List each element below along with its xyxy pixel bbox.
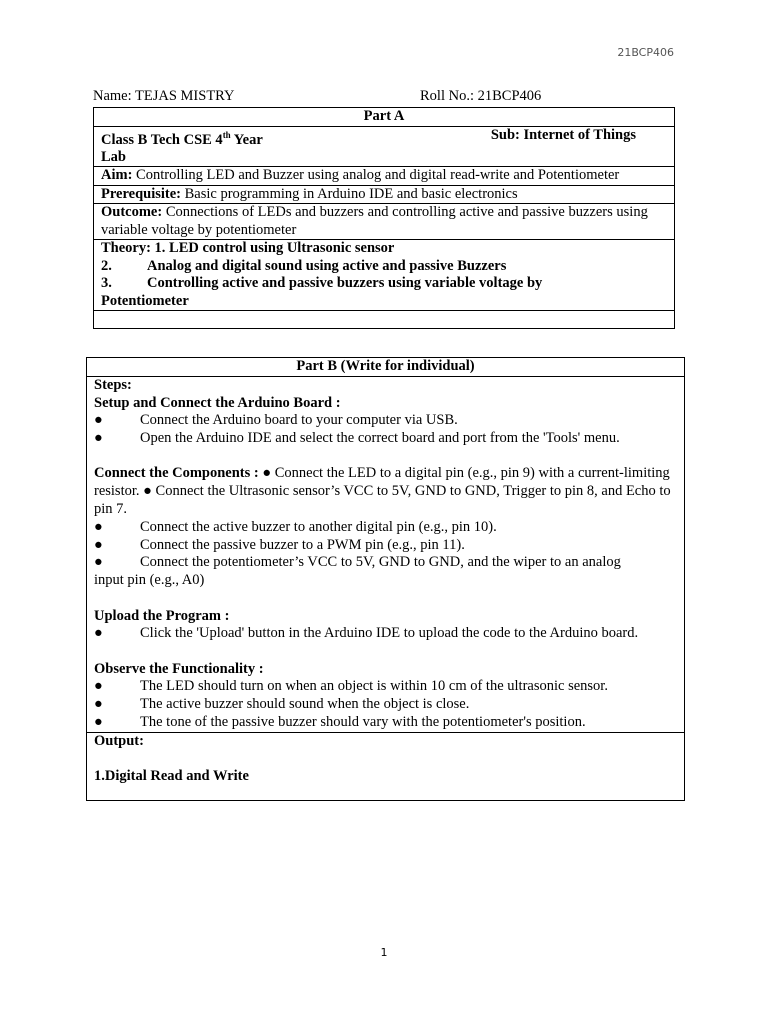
setup-heading: Setup and Connect the Arduino Board : bbox=[94, 394, 341, 411]
steps-cell bbox=[87, 376, 685, 732]
outcome-label: Outcome: bbox=[101, 204, 163, 221]
header-roll-code: 21BCP406 bbox=[617, 46, 674, 59]
observe-heading: Observe the Functionality : bbox=[94, 660, 264, 677]
output-cell bbox=[87, 732, 685, 800]
part-a-title: Part A bbox=[94, 108, 675, 127]
prereq-label: Prerequisite: bbox=[101, 185, 181, 202]
class-label: Class B Tech CSE 4th Year bbox=[101, 129, 263, 148]
theory-cell bbox=[94, 240, 675, 311]
list-item: ● Connect the potentiometer’s VCC to 5V, GND to GND, and the wiper to an analog bbox=[94, 554, 621, 571]
outcome-text: Connections of LEDs and buzzers and controlling active and passive buzzers using variable voltage by potentiometer bbox=[101, 204, 648, 238]
theory-line-1: Theory: 1. LED control using Ultrasonic sensor bbox=[101, 240, 395, 257]
student-info-line bbox=[93, 88, 683, 106]
aim-label: Aim: bbox=[101, 167, 133, 184]
aim-cell bbox=[94, 167, 675, 186]
list-item: ● The LED should turn on when an object is within 10 cm of the ultrasonic sensor. bbox=[94, 678, 608, 695]
output-heading: Output: bbox=[94, 732, 144, 749]
part-a-table bbox=[93, 107, 675, 329]
prereq-text: Basic programming in Arduino IDE and basic electronics bbox=[181, 185, 518, 202]
prereq-cell bbox=[94, 185, 675, 204]
list-item: ● Connect the active buzzer to another digital pin (e.g., pin 10). bbox=[94, 518, 497, 535]
roll-number: Roll No.: 21BCP406 bbox=[420, 88, 542, 104]
output-item-1: 1.Digital Read and Write bbox=[94, 768, 249, 785]
list-item: ● The active buzzer should sound when the object is close. bbox=[94, 696, 470, 713]
empty-cell bbox=[94, 311, 675, 329]
class-line2: Lab bbox=[101, 148, 126, 165]
list-item-continuation: input pin (e.g., A0) bbox=[94, 572, 205, 589]
theory-line-4: Potentiometer bbox=[101, 292, 189, 309]
upload-heading: Upload the Program : bbox=[94, 607, 230, 624]
steps-heading: Steps: bbox=[94, 376, 132, 393]
theory-line-3: 3. Controlling active and passive buzzers using variable voltage by bbox=[101, 275, 543, 292]
theory-line-2: 2. Analog and digital sound using active and passive Buzzers bbox=[101, 257, 507, 274]
student-name: Name: TEJAS MISTRY bbox=[93, 88, 235, 104]
part-b-title: Part B (Write for individual) bbox=[87, 358, 685, 377]
connect-paragraph: Connect the Components : ● Connect the LED to a digital pin (e.g., pin 9) with a current-limiting resistor. ● Connect the Ultrasonic sensor’s VCC to 5V, GND to GND, Trigger to pin 8, and Echo to pin 7. bbox=[94, 465, 671, 518]
class-cell bbox=[94, 126, 675, 167]
list-item: ● Connect the passive buzzer to a PWM pin (e.g., pin 11). bbox=[94, 536, 465, 553]
page-number: 1 bbox=[380, 946, 388, 959]
list-item: ● The tone of the passive buzzer should vary with the potentiometer's position. bbox=[94, 714, 586, 731]
outcome-cell bbox=[94, 204, 675, 240]
list-item: ● Click the 'Upload' button in the Arduino IDE to upload the code to the Arduino board. bbox=[94, 625, 639, 642]
connect-heading: Connect the Components : bbox=[94, 465, 259, 482]
list-item: ● Open the Arduino IDE and select the correct board and port from the 'Tools' menu. bbox=[94, 430, 620, 447]
part-b-table bbox=[86, 357, 685, 801]
aim-text: Controlling LED and Buzzer using analog and digital read-write and Potentiometer bbox=[132, 167, 620, 184]
list-item: ● Connect the Arduino board to your computer via USB. bbox=[94, 412, 458, 429]
subject-label: Sub: Internet of Things bbox=[490, 126, 636, 143]
